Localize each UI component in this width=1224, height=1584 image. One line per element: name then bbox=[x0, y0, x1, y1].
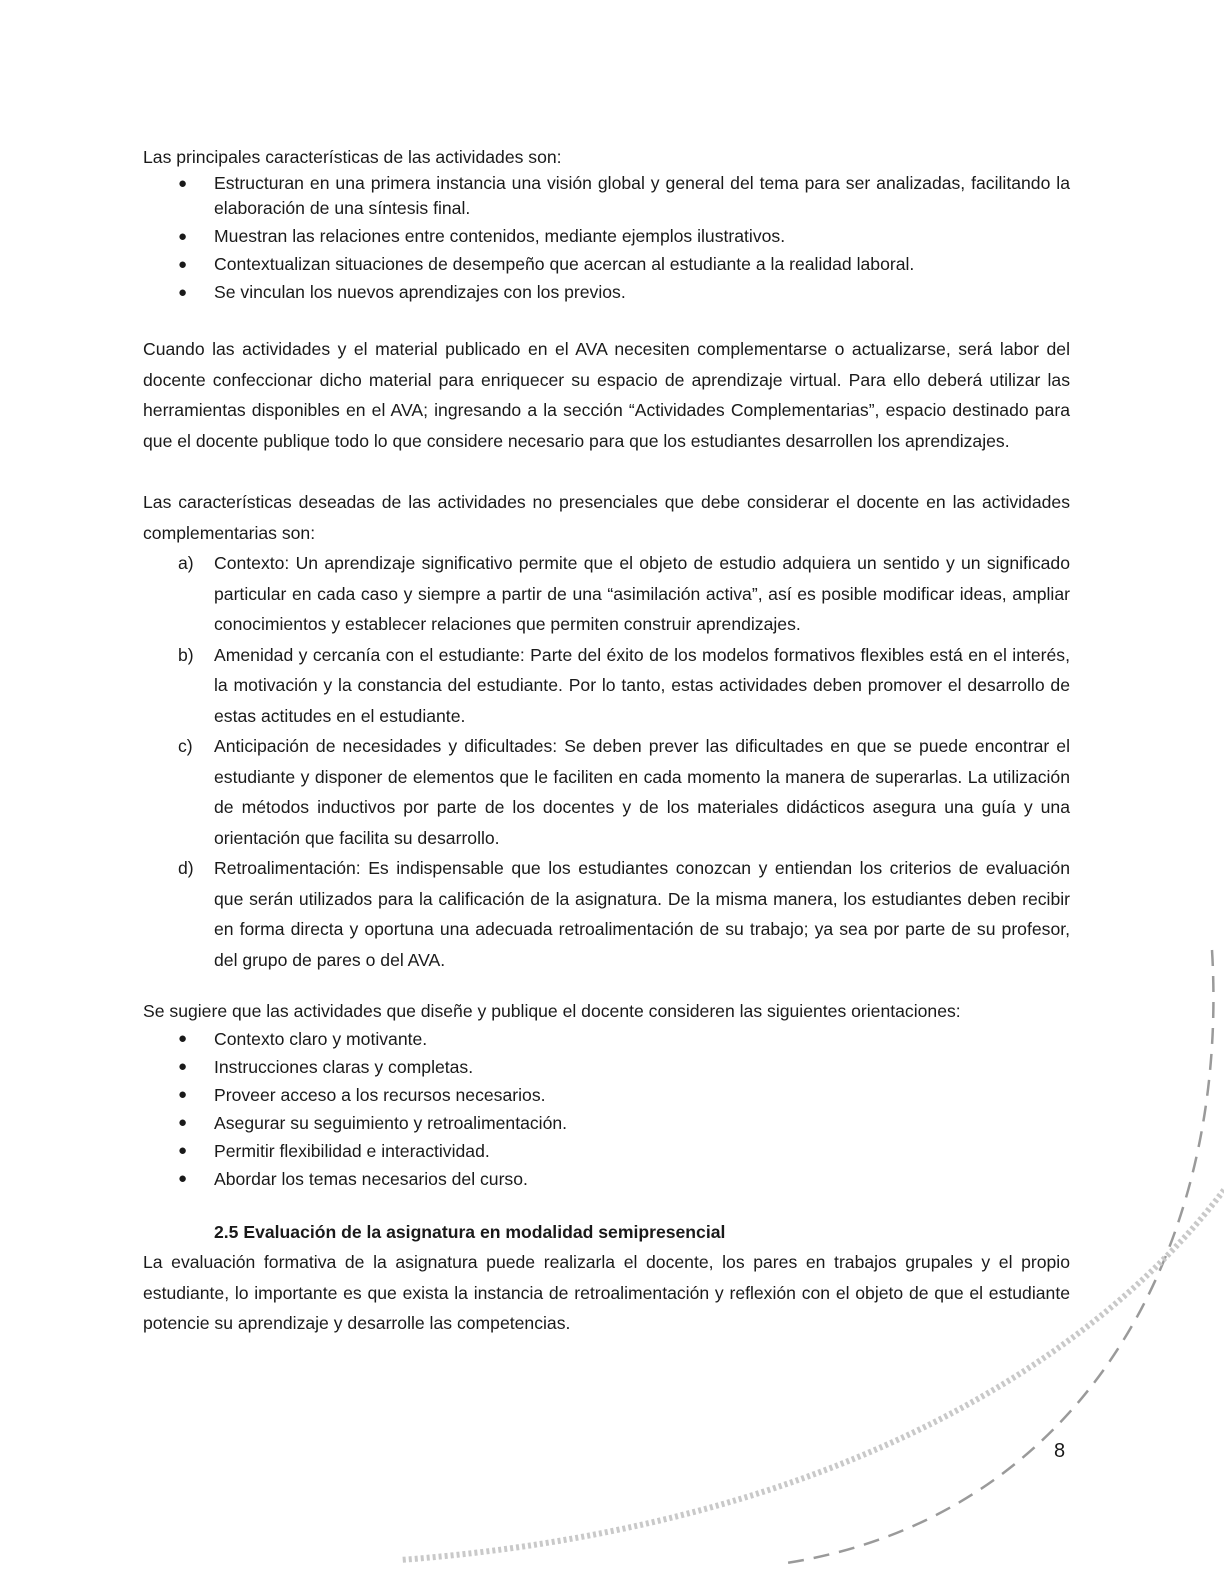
list-item: ● Asegurar su seguimiento y retroalimentación. bbox=[143, 1109, 1070, 1137]
list-item: ● Instrucciones claras y completas. bbox=[143, 1053, 1070, 1081]
bullet-icon: ● bbox=[178, 228, 188, 245]
list-item: ● Se vinculan los nuevos aprendizajes con los previos. bbox=[143, 280, 1070, 305]
item-label: d) bbox=[178, 858, 194, 878]
page-content bbox=[143, 143, 1070, 1339]
bullet-icon: ● bbox=[178, 256, 188, 273]
list-item: ● Permitir flexibilidad e interactividad. bbox=[143, 1137, 1070, 1165]
item-label: a) bbox=[178, 553, 194, 573]
list-item: b) Amenidad y cercanía con el estudiante: Parte del éxito de los modelos formativos flexibles está en el interés, la motivación y la constancia del estudiante. Por lo tanto, estas actividades deben promover el desarrollo de estas actitudes en el estudiante. bbox=[143, 640, 1070, 732]
orientations-paragraph: Se sugiere que las actividades que diseñe y publique el docente consideren las siguientes orientaciones: bbox=[143, 1001, 961, 1021]
bullet-icon: ● bbox=[178, 1142, 188, 1159]
bullet-icon: ● bbox=[178, 284, 188, 301]
list-item: a) Contexto: Un aprendizaje significativo permite que el objeto de estudio adquiera un sentido y un significado particular en cada caso y siempre a partir de una “asimilación activa”, así es posible modificar ideas, ampliar conocimientos y establecer relaciones que permiten construir aprendizajes. bbox=[143, 548, 1070, 640]
list-item: ● Contexto claro y motivante. bbox=[143, 1025, 1070, 1053]
characteristics-list bbox=[143, 171, 1070, 305]
bullet-icon: ● bbox=[178, 1114, 188, 1131]
list-item: ● Estructuran en una primera instancia una visión global y general del tema para ser analizadas, facilitando la elaboración de una síntesis final. bbox=[178, 173, 1070, 218]
item-label: b) bbox=[178, 644, 194, 665]
bullet-icon: ● bbox=[178, 1058, 188, 1075]
list-item: d) Retroalimentación: Es indispensable que los estudiantes conozcan y entiendan los criterios de evaluación que serán utilizados para la calificación de la asignatura. De la misma manera, los estudiantes deben recibir en forma directa y oportuna una adecuada retroalimentación de su trabajo; ya sea por parte de su profesor, del grupo de pares o del AVA. bbox=[143, 853, 1070, 975]
list-item: ● Abordar los temas necesarios del curso. bbox=[143, 1165, 1070, 1193]
complementary-material-paragraph: Cuando las actividades y el material publicado en el AVA necesiten complementarse o actualizarse, será labor del docente confeccionar dicho material para enriquecer su espacio de aprendizaje virtual. Para ello deberá utilizar las herramientas disponibles en el AVA; ingresando a la sección “Actividades Complementarias”, espacio destinado para que el docente publique todo lo que considere necesario para que los estudiantes desarrollen los aprendizajes. bbox=[143, 339, 1070, 451]
bullet-icon: ● bbox=[178, 175, 188, 192]
intro-paragraph: Las principales características de las actividades son: bbox=[143, 147, 562, 167]
bullet-icon: ● bbox=[178, 1030, 188, 1047]
page-number: 8 bbox=[1054, 1440, 1066, 1462]
orientations-list bbox=[143, 1025, 1070, 1193]
desired-characteristics-paragraph: Las características deseadas de las actividades no presenciales que debe considerar el docente en las actividades complementarias son: bbox=[143, 492, 1070, 543]
item-label: c) bbox=[178, 736, 193, 756]
bullet-icon: ● bbox=[178, 1086, 188, 1103]
desired-characteristics-list bbox=[143, 548, 1070, 975]
bullet-icon: ● bbox=[178, 1170, 188, 1187]
section-heading: 2.5 Evaluación de la asignatura en modalidad semipresencial bbox=[214, 1222, 726, 1242]
list-item: ● Contextualizan situaciones de desempeño que acercan al estudiante a la realidad laboral. bbox=[143, 252, 1070, 277]
evaluation-paragraph: La evaluación formativa de la asignatura puede realizarla el docente, los pares en trabajos grupales y el propio estudiante, lo importante es que exista la instancia de retroalimentación y reflexión con el objeto de que el estudiante potencie su aprendizaje y desarrolle las competencias. bbox=[143, 1252, 1070, 1333]
list-item: ● Proveer acceso a los recursos necesarios. bbox=[143, 1081, 1070, 1109]
list-item: c) Anticipación de necesidades y dificultades: Se deben prever las dificultades en que se puede encontrar el estudiante y disponer de elementos que le faciliten en cada momento la manera de superarlas. La utilización de métodos inductivos por parte de los docentes y de los materiales didácticos asegura una guía y una orientación que facilita su desarrollo. bbox=[143, 731, 1070, 853]
list-item: ● Muestran las relaciones entre contenidos, mediante ejemplos ilustrativos. bbox=[143, 224, 1070, 249]
